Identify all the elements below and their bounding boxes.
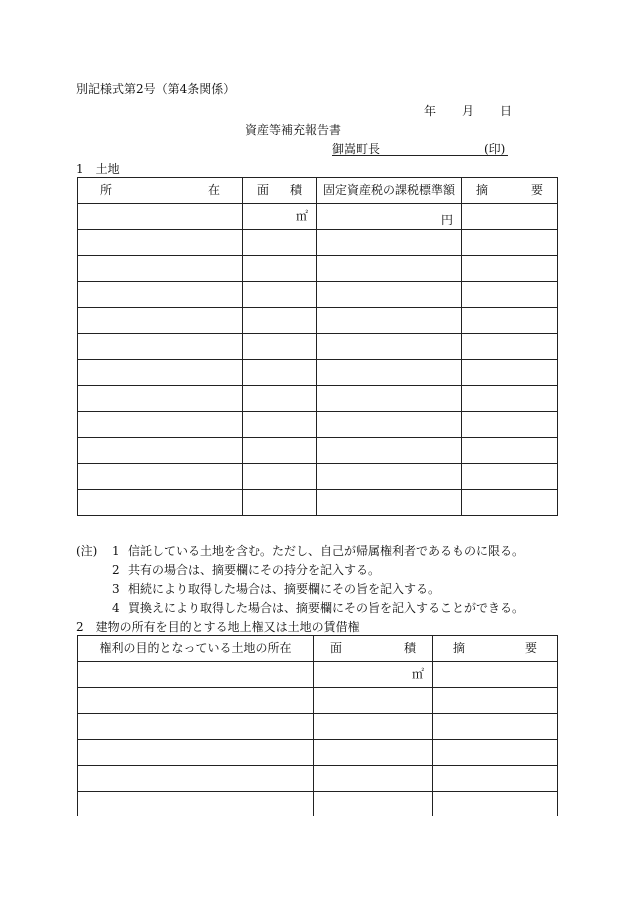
area-cell[interactable]	[243, 386, 317, 412]
note-text: 買換えにより取得した場合は、摘要欄にその旨を記入することができる。	[128, 601, 525, 615]
header-purpose-location: 権利の目的となっている土地の所在	[78, 636, 314, 662]
location-cell[interactable]	[78, 230, 243, 256]
remarks-cell[interactable]	[462, 256, 558, 282]
lease-table-header	[78, 636, 558, 662]
table-row	[78, 740, 558, 766]
purpose-location-cell[interactable]	[78, 662, 314, 688]
remarks-cell[interactable]	[433, 766, 558, 792]
tax-base-cell[interactable]	[317, 334, 462, 360]
remarks-cell[interactable]	[462, 282, 558, 308]
remarks-cell[interactable]	[462, 230, 558, 256]
remarks-cell[interactable]	[462, 464, 558, 490]
area-cell[interactable]	[314, 714, 433, 740]
location-cell[interactable]	[78, 256, 243, 282]
area-cell[interactable]	[314, 740, 433, 766]
remarks-cell[interactable]	[462, 204, 558, 230]
header-tax-base: 固定資産税の課税標準額	[317, 178, 462, 204]
area-cell[interactable]	[314, 766, 433, 792]
remarks-cell[interactable]	[433, 740, 558, 766]
location-cell[interactable]	[78, 464, 243, 490]
location-cell[interactable]	[78, 386, 243, 412]
purpose-location-cell[interactable]	[78, 766, 314, 792]
area-cell[interactable]	[314, 792, 433, 817]
table-row	[78, 412, 558, 438]
header-location: 所 在	[78, 178, 243, 204]
purpose-location-cell[interactable]	[78, 740, 314, 766]
note-text: 共有の場合は、摘要欄にその持分を記入する。	[128, 563, 381, 577]
table-row	[78, 688, 558, 714]
remarks-cell[interactable]	[433, 662, 558, 688]
location-cell[interactable]	[78, 360, 243, 386]
tax-base-cell[interactable]	[317, 490, 462, 516]
section2-heading: 2 建物の所有を目的とする地上権又は土地の賃借権	[76, 620, 360, 634]
square-meter-unit: ㎡	[295, 209, 308, 223]
tax-base-cell[interactable]	[317, 412, 462, 438]
area-cell[interactable]	[243, 282, 317, 308]
table-row	[78, 230, 558, 256]
note-text: 相続により取得した場合は、摘要欄にその旨を記入する。	[128, 582, 441, 596]
tax-base-cell[interactable]	[317, 386, 462, 412]
location-cell[interactable]	[78, 308, 243, 334]
table-row	[78, 334, 558, 360]
lease-table-clip	[77, 635, 558, 816]
purpose-location-cell[interactable]	[78, 792, 314, 817]
note-number: 4	[112, 601, 120, 615]
note-number: 3	[112, 582, 120, 596]
location-cell[interactable]	[78, 490, 243, 516]
remarks-cell[interactable]	[462, 334, 558, 360]
area-cell[interactable]	[243, 204, 317, 230]
form-id: 別記様式第2号（第4条関係）	[76, 82, 236, 96]
notes-label: (注)	[76, 544, 98, 558]
area-cell[interactable]	[243, 256, 317, 282]
note-number: 1	[112, 544, 120, 558]
location-cell[interactable]	[78, 412, 243, 438]
yen-unit: 円	[440, 213, 453, 227]
land-table	[77, 177, 558, 516]
header-remarks: 摘 要	[462, 178, 558, 204]
purpose-location-cell[interactable]	[78, 688, 314, 714]
remarks-cell[interactable]	[462, 308, 558, 334]
table-row	[78, 464, 558, 490]
remarks-cell[interactable]	[462, 438, 558, 464]
tax-base-cell[interactable]	[317, 282, 462, 308]
date-year-label: 年	[424, 104, 437, 118]
tax-base-cell[interactable]	[317, 360, 462, 386]
table-row	[78, 766, 558, 792]
area-cell[interactable]	[243, 230, 317, 256]
lease-table	[77, 635, 558, 816]
area-cell[interactable]	[314, 688, 433, 714]
table-row	[78, 662, 558, 688]
area-cell[interactable]	[243, 464, 317, 490]
location-cell[interactable]	[78, 204, 243, 230]
area-cell[interactable]	[243, 438, 317, 464]
tax-base-cell[interactable]	[317, 438, 462, 464]
tax-base-cell[interactable]	[317, 308, 462, 334]
table-row	[78, 792, 558, 817]
section1-heading: 1 土地	[76, 162, 120, 176]
header-area: 面 積	[243, 178, 317, 204]
table-row	[78, 438, 558, 464]
tax-base-cell[interactable]	[317, 230, 462, 256]
document-title: 資産等補充報告書	[245, 123, 342, 137]
tax-base-cell[interactable]	[317, 204, 462, 230]
table-row	[78, 282, 558, 308]
area-cell[interactable]	[314, 662, 433, 688]
remarks-cell[interactable]	[462, 360, 558, 386]
addressee-name: 御嵩町長	[332, 142, 381, 156]
remarks-cell[interactable]	[433, 792, 558, 817]
tax-base-cell[interactable]	[317, 464, 462, 490]
remarks-cell[interactable]	[433, 688, 558, 714]
signature-underline	[332, 155, 508, 156]
table-row	[78, 360, 558, 386]
table-row	[78, 714, 558, 740]
location-cell[interactable]	[78, 282, 243, 308]
table-row	[78, 204, 558, 230]
remarks-cell[interactable]	[462, 386, 558, 412]
area-cell[interactable]	[243, 334, 317, 360]
remarks-cell[interactable]	[433, 714, 558, 740]
area-cell[interactable]	[243, 308, 317, 334]
header-remarks: 摘 要	[433, 636, 558, 662]
purpose-location-cell[interactable]	[78, 714, 314, 740]
area-cell[interactable]	[243, 412, 317, 438]
remarks-cell[interactable]	[462, 412, 558, 438]
table-row	[78, 256, 558, 282]
area-cell[interactable]	[243, 490, 317, 516]
table-row	[78, 490, 558, 516]
seal-mark: (印)	[484, 142, 506, 156]
location-cell[interactable]	[78, 334, 243, 360]
area-cell[interactable]	[243, 360, 317, 386]
square-meter-unit: ㎡	[411, 667, 424, 681]
tax-base-cell[interactable]	[317, 256, 462, 282]
location-cell[interactable]	[78, 438, 243, 464]
table-row	[78, 386, 558, 412]
header-area: 面 積	[314, 636, 433, 662]
land-table-header	[78, 178, 558, 204]
note-number: 2	[112, 563, 120, 577]
date-day-label: 日	[500, 104, 513, 118]
date-month-label: 月	[462, 104, 475, 118]
remarks-cell[interactable]	[462, 490, 558, 516]
table-row	[78, 308, 558, 334]
note-text: 信託している土地を含む。ただし、自己が帰属権利者であるものに限る。	[128, 544, 525, 558]
